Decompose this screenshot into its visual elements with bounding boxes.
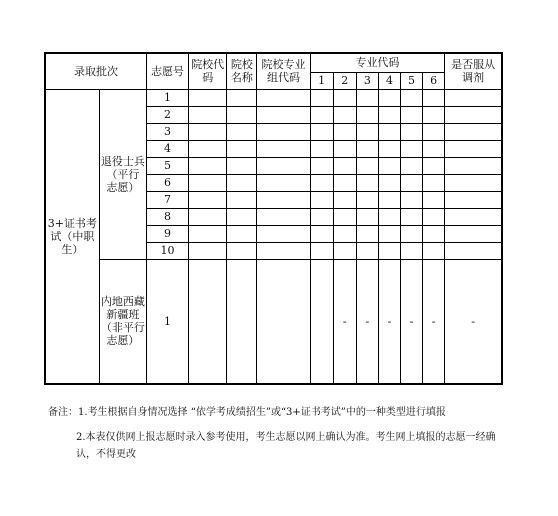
- volunteer-form-table: [44, 52, 503, 385]
- header-major-code: 专业代码: [310, 53, 445, 72]
- input-cell[interactable]: [423, 140, 445, 157]
- input-cell[interactable]: [257, 225, 310, 242]
- header-school-code: [189, 53, 227, 89]
- input-cell[interactable]: [257, 157, 310, 174]
- header-batch: 录取批次: [45, 53, 146, 89]
- input-cell[interactable]: [189, 242, 227, 259]
- input-cell[interactable]: [310, 157, 333, 174]
- input-cell[interactable]: [423, 123, 445, 140]
- input-cell[interactable]: [356, 174, 378, 191]
- input-cell[interactable]: [189, 259, 227, 384]
- input-cell[interactable]: [356, 123, 378, 140]
- input-cell[interactable]: [227, 106, 257, 123]
- input-cell[interactable]: [423, 89, 445, 106]
- input-cell[interactable]: [445, 123, 502, 140]
- input-cell[interactable]: [189, 140, 227, 157]
- input-cell[interactable]: [227, 242, 257, 259]
- dash-cell: -: [378, 259, 400, 384]
- input-cell[interactable]: [257, 123, 310, 140]
- wish-number: 6: [146, 174, 188, 191]
- input-cell[interactable]: [227, 174, 257, 191]
- wish-number: 10: [146, 242, 188, 259]
- input-cell[interactable]: [257, 89, 310, 106]
- input-cell[interactable]: [189, 225, 227, 242]
- input-cell[interactable]: [227, 225, 257, 242]
- input-cell[interactable]: [378, 174, 400, 191]
- dash-cell: -: [400, 259, 422, 384]
- input-cell[interactable]: [227, 259, 257, 384]
- input-cell[interactable]: [310, 140, 333, 157]
- input-cell[interactable]: [400, 174, 422, 191]
- input-cell[interactable]: [400, 242, 422, 259]
- header-group-code-line2: 组代码: [267, 71, 300, 85]
- major-col-1: 1: [310, 72, 333, 89]
- input-cell[interactable]: [310, 89, 333, 106]
- input-cell[interactable]: [227, 157, 257, 174]
- input-cell[interactable]: [423, 174, 445, 191]
- input-cell[interactable]: [423, 242, 445, 259]
- parallel-line1: 退役士兵: [100, 154, 145, 168]
- input-cell[interactable]: [445, 191, 502, 208]
- wish-number: 3: [146, 123, 188, 140]
- input-cell[interactable]: [310, 191, 333, 208]
- input-cell[interactable]: [378, 191, 400, 208]
- note-1: 备注：1.考生根据自身情况选择 “依学考成绩招生”或“3+证书考试”中的一种类型进行填报: [48, 407, 446, 418]
- input-cell[interactable]: [189, 157, 227, 174]
- input-cell[interactable]: [445, 225, 502, 242]
- header-school-name-line1: 院校: [230, 58, 253, 72]
- wish-number: 8: [146, 208, 188, 225]
- dash-cell: -: [333, 259, 356, 384]
- input-cell[interactable]: [378, 225, 400, 242]
- input-cell[interactable]: [400, 106, 422, 123]
- input-cell[interactable]: [310, 242, 333, 259]
- input-cell[interactable]: [310, 106, 333, 123]
- input-cell[interactable]: [333, 106, 356, 123]
- wish-number: 2: [146, 106, 188, 123]
- input-cell[interactable]: [400, 157, 422, 174]
- input-cell[interactable]: [189, 89, 227, 106]
- input-cell[interactable]: [257, 106, 310, 123]
- input-cell[interactable]: [378, 242, 400, 259]
- header-adjust-line2: 调剂: [462, 71, 485, 85]
- input-cell[interactable]: [310, 225, 333, 242]
- input-cell[interactable]: [333, 225, 356, 242]
- wish-number: 9: [146, 225, 188, 242]
- parallel-line3: 志愿）: [106, 180, 140, 194]
- header-group-code-line1: 院校专业: [261, 58, 306, 72]
- input-cell[interactable]: [189, 191, 227, 208]
- input-cell[interactable]: [445, 157, 502, 174]
- input-cell[interactable]: [400, 225, 422, 242]
- input-cell[interactable]: [445, 140, 502, 157]
- table-row: [45, 259, 502, 384]
- input-cell[interactable]: [400, 123, 422, 140]
- input-cell[interactable]: [378, 123, 400, 140]
- input-cell[interactable]: [356, 208, 378, 225]
- input-cell[interactable]: [378, 157, 400, 174]
- header-wish-no: 志愿号: [146, 53, 188, 89]
- input-cell[interactable]: [356, 157, 378, 174]
- input-cell[interactable]: [189, 208, 227, 225]
- category-line2: 试（中职: [50, 229, 95, 243]
- input-cell[interactable]: [333, 157, 356, 174]
- header-school-name: [227, 53, 257, 89]
- major-col-6: 6: [423, 72, 445, 89]
- input-cell[interactable]: [227, 208, 257, 225]
- header-adjust: [445, 53, 502, 89]
- input-cell[interactable]: [423, 106, 445, 123]
- input-cell[interactable]: [378, 140, 400, 157]
- input-cell[interactable]: [333, 140, 356, 157]
- input-cell[interactable]: [333, 174, 356, 191]
- input-cell[interactable]: [333, 208, 356, 225]
- major-col-2: 2: [333, 72, 356, 89]
- wish-number: 7: [146, 191, 188, 208]
- input-cell[interactable]: [400, 208, 422, 225]
- input-cell[interactable]: [400, 140, 422, 157]
- header-adjust-line1: 是否服从: [451, 58, 496, 72]
- input-cell[interactable]: [378, 106, 400, 123]
- parallel-line2: （平行: [106, 167, 140, 181]
- note-2: 2.本表仅供网上报志愿时录入参考使用，考生志愿以网上确认为准。考生网上填报的志愿一经确认，不得更改: [76, 432, 496, 460]
- input-cell[interactable]: [227, 191, 257, 208]
- input-cell[interactable]: [423, 191, 445, 208]
- input-cell[interactable]: [423, 225, 445, 242]
- dash-cell: -: [356, 259, 378, 384]
- nonparallel-cell: [99, 259, 146, 384]
- header-group-code: [257, 53, 310, 89]
- nonparallel-line4: 志愿）: [106, 334, 140, 348]
- input-cell[interactable]: [189, 106, 227, 123]
- notes: [48, 404, 496, 463]
- input-cell[interactable]: [378, 208, 400, 225]
- adjust-dash-cell: -: [445, 259, 502, 384]
- category-line3: 生）: [61, 242, 84, 256]
- input-cell[interactable]: [356, 89, 378, 106]
- wish-number: 4: [146, 140, 188, 157]
- header-school-code-line2: 码: [202, 71, 214, 85]
- header-school-name-line2: 名称: [230, 71, 253, 85]
- input-cell[interactable]: [310, 123, 333, 140]
- major-col-4: 4: [378, 72, 400, 89]
- wish-number: 1: [146, 89, 188, 106]
- major-col-5: 5: [400, 72, 422, 89]
- nonparallel-line3: （非平行: [100, 321, 145, 335]
- input-cell[interactable]: [257, 174, 310, 191]
- input-cell[interactable]: [423, 208, 445, 225]
- input-cell[interactable]: [310, 259, 333, 384]
- input-cell[interactable]: [378, 89, 400, 106]
- input-cell[interactable]: [356, 106, 378, 123]
- nonparallel-line1: 内地西藏: [100, 295, 145, 309]
- input-cell[interactable]: [356, 242, 378, 259]
- input-cell[interactable]: [445, 89, 502, 106]
- input-cell[interactable]: [257, 140, 310, 157]
- input-cell[interactable]: [445, 106, 502, 123]
- input-cell[interactable]: [423, 157, 445, 174]
- input-cell[interactable]: [189, 174, 227, 191]
- input-cell[interactable]: [257, 259, 310, 384]
- input-cell[interactable]: [333, 123, 356, 140]
- wish-number: 5: [146, 157, 188, 174]
- input-cell[interactable]: [227, 140, 257, 157]
- input-cell[interactable]: [333, 89, 356, 106]
- input-cell[interactable]: [356, 225, 378, 242]
- input-cell[interactable]: [310, 174, 333, 191]
- input-cell[interactable]: [445, 208, 502, 225]
- category-line1: 3+证书考: [47, 216, 97, 230]
- major-col-3: 3: [356, 72, 378, 89]
- input-cell[interactable]: [445, 242, 502, 259]
- input-cell[interactable]: [333, 191, 356, 208]
- dash-cell: -: [423, 259, 445, 384]
- input-cell[interactable]: [227, 123, 257, 140]
- nonparallel-line2: 新疆班: [106, 308, 140, 322]
- input-cell[interactable]: [356, 191, 378, 208]
- input-cell[interactable]: [356, 140, 378, 157]
- input-cell[interactable]: [310, 208, 333, 225]
- input-cell[interactable]: [227, 89, 257, 106]
- table-row: [45, 89, 502, 106]
- input-cell[interactable]: [445, 174, 502, 191]
- wish-number: 1: [146, 259, 188, 384]
- input-cell[interactable]: [257, 242, 310, 259]
- input-cell[interactable]: [400, 89, 422, 106]
- input-cell[interactable]: [400, 191, 422, 208]
- input-cell[interactable]: [333, 242, 356, 259]
- category-cell: [45, 89, 99, 384]
- parallel-cell: [99, 89, 146, 259]
- input-cell[interactable]: [189, 123, 227, 140]
- header-school-code-line1: 院校代: [191, 58, 225, 72]
- input-cell[interactable]: [257, 208, 310, 225]
- input-cell[interactable]: [257, 191, 310, 208]
